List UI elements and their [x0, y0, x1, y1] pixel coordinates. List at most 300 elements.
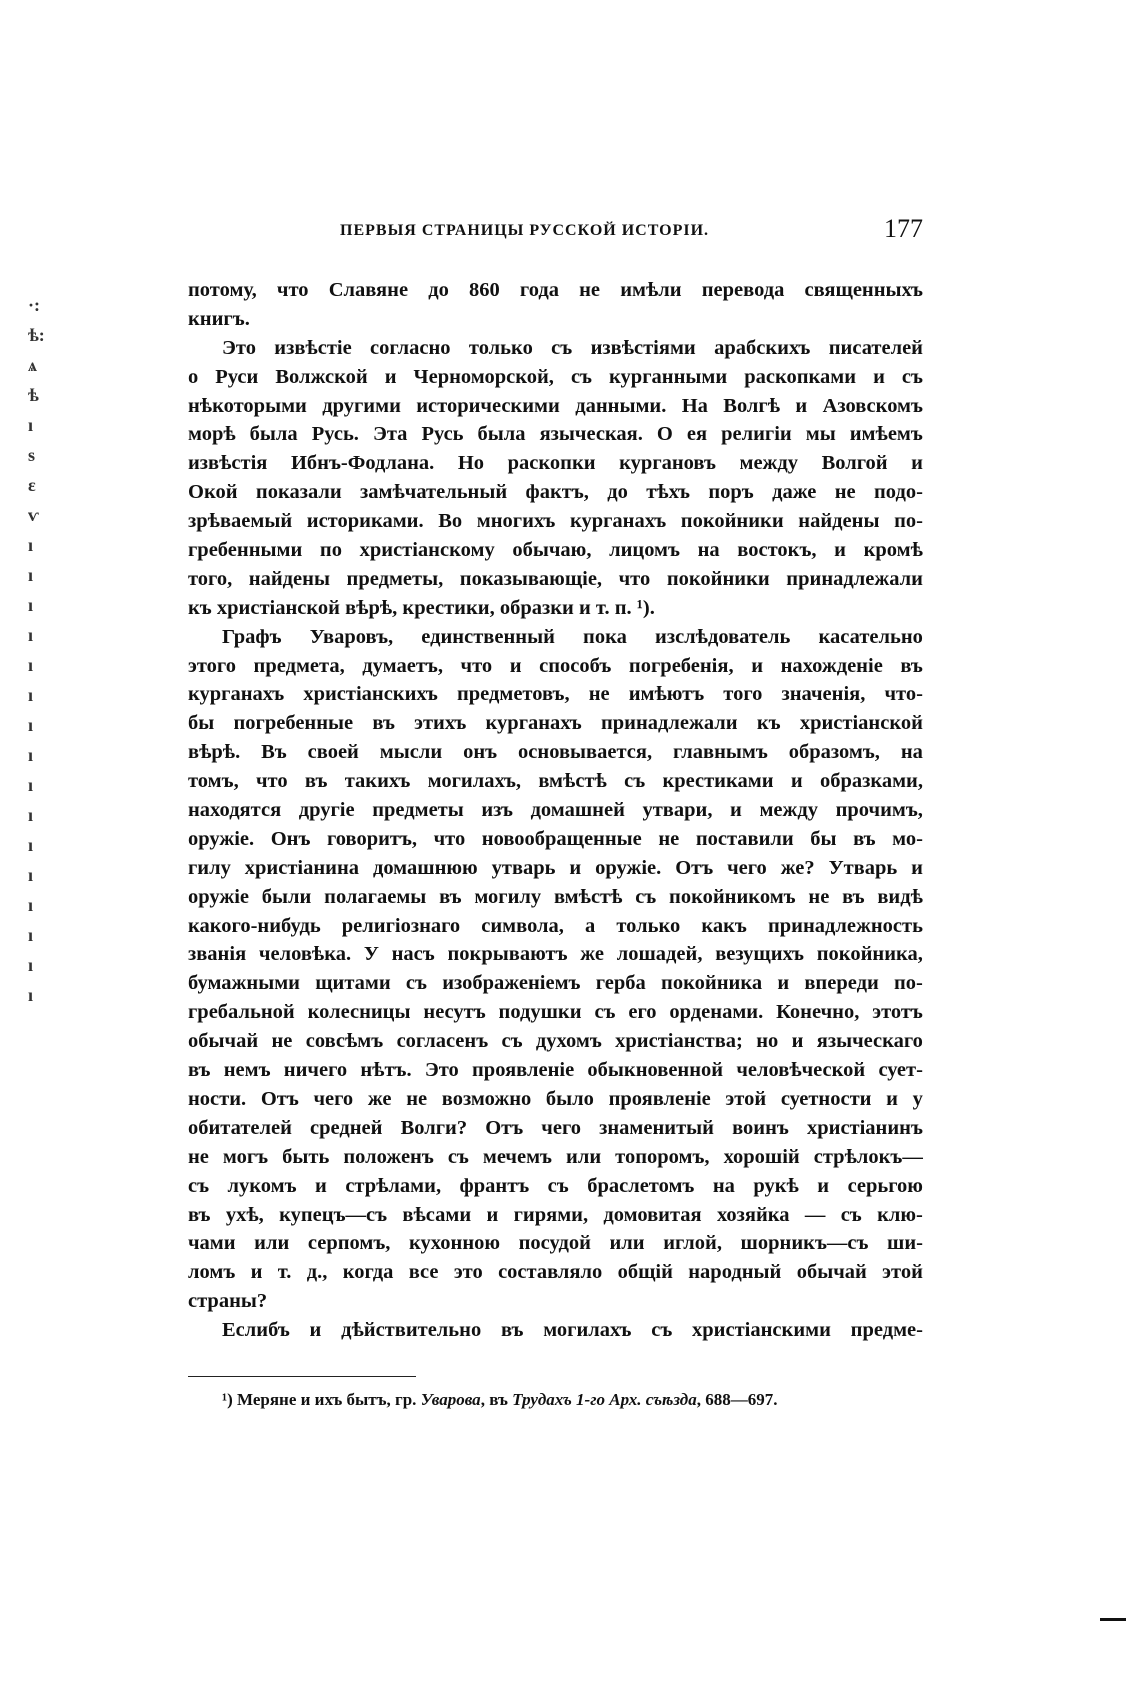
word: арабскихъ	[714, 336, 811, 359]
bleed-mark: ı	[28, 655, 34, 675]
text-line	[188, 1316, 923, 1345]
word: везущихъ	[715, 943, 804, 966]
word: вѣрѣ.	[188, 741, 241, 764]
word: имѣютъ	[628, 683, 705, 706]
word: купецъ—съ	[279, 1203, 388, 1226]
word: съ	[405, 972, 427, 995]
word: христіанства;	[615, 1030, 743, 1053]
word: же	[580, 943, 604, 966]
text-line	[188, 912, 923, 941]
word: и	[873, 365, 885, 388]
word: Графъ	[222, 625, 282, 648]
word: чего	[727, 856, 767, 879]
word: Но	[457, 452, 485, 475]
word: Еслибъ	[222, 1319, 290, 1342]
word: клю-	[877, 1203, 923, 1226]
word: Черноморской,	[413, 365, 554, 388]
word: лицомъ	[609, 539, 680, 562]
word: положенъ	[343, 1145, 434, 1168]
word: утварь	[491, 856, 556, 879]
bleed-mark: ı	[28, 865, 34, 885]
word: гирями,	[513, 1203, 589, 1226]
word: и	[777, 972, 790, 995]
word: когда	[342, 1261, 394, 1284]
footnote-text-mid: , въ	[480, 1390, 513, 1409]
word: по	[319, 539, 342, 562]
word: покойники	[666, 567, 770, 590]
word: покойника,	[816, 943, 923, 966]
word: хорошій	[723, 1145, 800, 1168]
bleed-mark: ı	[28, 415, 34, 435]
word: орденами.	[669, 1001, 764, 1024]
word: не	[808, 885, 830, 908]
bleed-mark: ı	[28, 625, 34, 645]
word: и	[886, 1087, 898, 1110]
word: и	[384, 365, 397, 388]
word: народный	[688, 1261, 782, 1284]
word: курганахъ	[485, 712, 582, 735]
word: языческаго	[816, 1030, 923, 1053]
word: касательно	[818, 625, 923, 648]
word: Эта	[372, 423, 408, 446]
word: и	[509, 654, 522, 677]
word: въ	[188, 1203, 211, 1226]
word: Волги?	[400, 1116, 468, 1139]
word: фактъ,	[525, 481, 589, 504]
word: года	[519, 279, 559, 301]
word: символа,	[481, 914, 564, 937]
word: вѣсами	[402, 1203, 472, 1226]
word: на	[697, 539, 720, 562]
word: суетности	[780, 1087, 872, 1110]
word: и	[250, 1261, 263, 1284]
word: совсѣмъ	[305, 1030, 384, 1053]
footnote-source: Трудахъ 1-го Арх. съѣзда	[512, 1390, 697, 1409]
word: пока	[583, 625, 627, 648]
word: же?	[780, 856, 815, 879]
word: крестиками	[662, 770, 774, 793]
word: серпомъ,	[307, 1232, 391, 1255]
word: и	[730, 799, 742, 822]
word: домашнюю	[372, 856, 478, 879]
text-line	[188, 478, 923, 507]
word: духомъ	[535, 1030, 602, 1053]
text-line: къ христіанской вѣрѣ, крестики, образки и т. п. ¹).	[188, 596, 655, 619]
word: могилахъ,	[427, 770, 522, 793]
bleed-mark: ı	[28, 595, 34, 615]
word: по-	[894, 510, 923, 533]
word: или	[609, 1232, 645, 1255]
word: съ	[570, 365, 593, 388]
text-line	[188, 536, 923, 565]
word: съ	[635, 885, 657, 908]
word: Азовскомъ	[822, 394, 923, 417]
word: стрѣлами,	[345, 1174, 442, 1197]
word: что-	[884, 683, 923, 706]
word: оружіе	[188, 885, 250, 908]
word: замѣчательный	[360, 481, 508, 504]
word: прочимъ,	[835, 799, 923, 822]
word: не	[188, 1145, 209, 1168]
word: съ	[840, 1203, 862, 1226]
word: и	[911, 452, 923, 475]
text-line: страны?	[188, 1290, 268, 1313]
word: предме-	[850, 1319, 923, 1342]
word: раскопками	[744, 365, 857, 388]
text-line	[188, 1258, 923, 1287]
word: основывается,	[518, 741, 653, 764]
word: съ	[551, 336, 573, 359]
word: Волгой	[821, 452, 888, 475]
word: христіанскихъ	[303, 683, 438, 706]
word: данными.	[575, 394, 667, 417]
word: лукомъ	[227, 1174, 297, 1197]
word: между	[739, 452, 799, 475]
word: покрываютъ	[447, 943, 568, 966]
previous-page-bleed-through	[28, 290, 46, 1010]
word: курганахъ	[569, 510, 667, 533]
word: это	[453, 1261, 483, 1284]
text-line	[188, 1172, 923, 1201]
word: могилахъ	[543, 1319, 632, 1342]
word: даже	[772, 481, 817, 504]
word: Отъ	[260, 1087, 299, 1110]
word: подушки	[498, 1001, 582, 1024]
word: въ	[372, 712, 395, 735]
word: что	[618, 567, 651, 590]
word: показывающіе,	[459, 567, 603, 590]
word: онъ	[463, 741, 498, 764]
word: не	[271, 1030, 293, 1053]
word: извѣстія	[188, 452, 268, 475]
word: раскопки	[507, 452, 596, 475]
word: сует-	[878, 1059, 923, 1082]
word: поръ	[708, 481, 754, 504]
text-line	[188, 883, 923, 912]
word: не	[658, 827, 680, 850]
word: лошадей,	[616, 943, 703, 966]
bleed-mark: ı	[28, 775, 34, 795]
word: морѣ	[188, 423, 236, 446]
word: и	[569, 856, 582, 879]
text-line	[188, 767, 923, 796]
word: ности.	[188, 1087, 247, 1110]
word: этого	[188, 654, 236, 677]
word: въ	[500, 1319, 524, 1342]
footnote-text-end: , 688—697.	[696, 1390, 778, 1409]
word: согласно	[370, 336, 451, 359]
word: Волжской	[275, 365, 368, 388]
word: того	[723, 683, 763, 706]
word: герба	[595, 972, 646, 995]
text-line	[188, 998, 923, 1027]
word: обычай	[796, 1261, 867, 1284]
word: бумажными	[188, 972, 300, 995]
word: кромѣ	[863, 539, 923, 562]
word: Въ	[261, 741, 287, 764]
edge-mark	[1100, 1618, 1126, 1621]
word: ши-	[887, 1232, 923, 1255]
word: главнымъ	[673, 741, 768, 764]
word: способъ	[539, 654, 612, 677]
word: Волгѣ	[723, 394, 781, 417]
word: съ	[447, 1145, 469, 1168]
word: Руси	[215, 365, 259, 388]
word: обычай	[188, 1030, 259, 1053]
text-line	[188, 449, 923, 478]
word: до	[428, 279, 449, 301]
word: найдены	[248, 567, 330, 590]
word: званія	[188, 943, 247, 966]
word: и	[795, 394, 808, 417]
word: ухѣ,	[225, 1203, 264, 1226]
word: значенія,	[781, 683, 866, 706]
word: не	[588, 683, 610, 706]
word: общій	[617, 1261, 673, 1284]
word: съ	[501, 1030, 523, 1053]
word: Онъ	[270, 827, 311, 850]
bleed-mark: ·:	[28, 295, 40, 315]
text-line	[188, 565, 923, 594]
word: Русь.	[311, 423, 359, 446]
word: домовитая	[603, 1203, 702, 1226]
word: могилу	[474, 885, 542, 908]
word: предметы,	[346, 567, 444, 590]
text-line: книгъ.	[188, 307, 250, 330]
word: шорникъ—съ	[740, 1232, 869, 1255]
word: топоромъ,	[615, 1145, 710, 1168]
text-line	[188, 680, 923, 709]
text-line	[188, 334, 923, 363]
footnote-author: Уварова	[420, 1390, 481, 1409]
word: человѣческой	[736, 1059, 866, 1082]
word: у	[912, 1087, 923, 1110]
text-line	[188, 652, 923, 681]
text-line	[188, 1056, 923, 1085]
word: томъ,	[188, 770, 239, 793]
word: и	[309, 1319, 322, 1342]
word: Русь	[421, 423, 464, 446]
text-line	[188, 738, 923, 767]
word: образками,	[819, 770, 923, 793]
word: дѣйствительно	[341, 1319, 482, 1342]
word: проявленіе	[472, 1059, 575, 1082]
footnote-marker: ¹)	[222, 1390, 233, 1409]
text-line	[188, 1027, 923, 1056]
word: находятся	[188, 799, 282, 822]
word: или	[566, 1145, 602, 1168]
word: мо-	[892, 827, 923, 850]
word: посудой	[518, 1232, 591, 1255]
word: принадлежали	[600, 712, 738, 735]
word: Ибнъ-Фодлана.	[290, 452, 435, 475]
word: съ	[651, 1319, 673, 1342]
word: иглой,	[663, 1232, 722, 1255]
word: этотъ	[872, 1001, 923, 1024]
word: Это	[424, 1059, 459, 1082]
word: и	[817, 1174, 830, 1197]
word: обыкновенной	[587, 1059, 724, 1082]
word: оружіе.	[595, 856, 662, 879]
word: нахожденіе	[780, 654, 883, 677]
word: Окой	[188, 481, 238, 504]
word: христіанскими	[692, 1319, 831, 1342]
text-line	[188, 1143, 923, 1172]
word: знаменитый	[599, 1116, 714, 1139]
word: въ	[439, 885, 462, 908]
word: до	[607, 481, 628, 504]
word: образомъ,	[788, 741, 880, 764]
footnote	[222, 1390, 777, 1410]
word: Это	[222, 336, 256, 359]
word: обитателей	[188, 1116, 292, 1139]
bleed-mark: ѣ	[28, 385, 39, 405]
word: возможно	[441, 1087, 532, 1110]
word: могъ	[222, 1145, 269, 1168]
word: востокъ,	[737, 539, 817, 562]
word: согласенъ	[396, 1030, 489, 1053]
word: этой	[882, 1261, 923, 1284]
word: ничего	[283, 1059, 348, 1082]
word: но	[756, 1030, 779, 1053]
word: историческими	[416, 394, 560, 417]
word: изслѣдователь	[655, 625, 791, 648]
word: покойника	[661, 972, 763, 995]
bleed-mark: ı	[28, 895, 34, 915]
text-line	[188, 623, 923, 652]
text-line	[188, 796, 923, 825]
word: быть	[282, 1145, 330, 1168]
word: была	[249, 423, 298, 446]
word: гребальной	[188, 1001, 295, 1024]
word: проявленіе	[608, 1087, 711, 1110]
page-number: 177	[884, 214, 923, 243]
bleed-mark: ı	[28, 715, 34, 735]
word: чами	[188, 1232, 236, 1255]
word: религіи	[721, 423, 792, 446]
word: въ	[900, 654, 923, 677]
word: того,	[188, 567, 233, 590]
word: имѣли	[620, 279, 682, 301]
bleed-mark: ı	[28, 805, 34, 825]
word: только	[616, 914, 681, 937]
word: Конечно,	[776, 1001, 860, 1024]
word: въ	[842, 885, 865, 908]
word: другіе	[298, 799, 355, 822]
word: предмета,	[253, 654, 345, 677]
word: писателей	[828, 336, 923, 359]
word: ея	[686, 423, 708, 446]
word: 860	[468, 279, 500, 301]
word: видѣ	[877, 885, 923, 908]
word: насъ	[391, 943, 435, 966]
text-line	[188, 709, 923, 738]
bleed-mark: ѣ:	[28, 325, 45, 345]
word: и	[751, 654, 763, 677]
word: кургановъ	[619, 452, 716, 475]
word: и	[315, 1174, 327, 1197]
word: единственный	[421, 625, 555, 648]
word: своей	[307, 741, 359, 764]
text-line	[188, 276, 923, 305]
word: кухонною	[409, 1232, 501, 1255]
word: все	[408, 1261, 439, 1284]
word: христіанинъ	[806, 1116, 923, 1139]
word: что	[433, 827, 466, 850]
word: Отъ	[485, 1116, 524, 1139]
word: найдены	[798, 510, 880, 533]
word: изъ	[481, 799, 513, 822]
word: бы	[810, 827, 837, 850]
text-line	[188, 392, 923, 421]
word: въ	[304, 770, 328, 793]
word: немъ	[223, 1059, 271, 1082]
word: О	[656, 423, 673, 446]
bleed-mark: ѧ	[28, 355, 37, 375]
word: и	[834, 539, 846, 562]
word: и	[790, 770, 803, 793]
word: браслетомъ	[587, 1174, 695, 1197]
word: серьгою	[847, 1174, 923, 1197]
word: подо-	[874, 481, 923, 504]
word: и	[486, 1203, 499, 1226]
word: въ	[188, 1059, 211, 1082]
word: и	[911, 856, 923, 879]
word: только	[468, 336, 533, 359]
word: на	[712, 1174, 735, 1197]
word: и	[791, 1030, 804, 1053]
word: чего	[541, 1116, 582, 1139]
word: —	[804, 1203, 826, 1226]
word: оружіе.	[188, 827, 255, 850]
body-text	[188, 276, 923, 1345]
word: христіанина	[244, 856, 360, 879]
word: хозяйка	[716, 1203, 790, 1226]
word: щитами	[315, 972, 391, 995]
word: домашней	[530, 799, 625, 822]
word: или	[254, 1232, 290, 1255]
word: какого-нибудь	[188, 914, 321, 937]
word: мысли	[379, 741, 443, 764]
word: съ	[594, 1001, 616, 1024]
bleed-mark: ѕ	[28, 445, 36, 465]
word: покойникомъ	[669, 885, 796, 908]
word: погребенія,	[628, 654, 734, 677]
word: были	[261, 885, 312, 908]
bleed-mark: ı	[28, 745, 34, 765]
word: было	[545, 1087, 594, 1110]
word: впереди	[804, 972, 879, 995]
word: другими	[322, 394, 401, 417]
word: была	[477, 423, 526, 446]
word: по-	[894, 972, 923, 995]
word: христіанской	[799, 712, 923, 735]
text-line	[188, 854, 923, 883]
page-header	[188, 214, 923, 248]
bleed-mark: ı	[28, 835, 34, 855]
word: какъ	[701, 914, 747, 937]
word: мы	[805, 423, 836, 446]
word: т.	[277, 1261, 292, 1284]
word: вмѣстѣ	[553, 885, 623, 908]
word: полагаемы	[324, 885, 427, 908]
text-line	[188, 363, 923, 392]
word: чего	[313, 1087, 354, 1110]
word: нѣкоторыми	[188, 394, 307, 417]
text-line	[188, 1201, 923, 1230]
word: вмѣстѣ	[538, 770, 607, 793]
word: предметы	[372, 799, 464, 822]
